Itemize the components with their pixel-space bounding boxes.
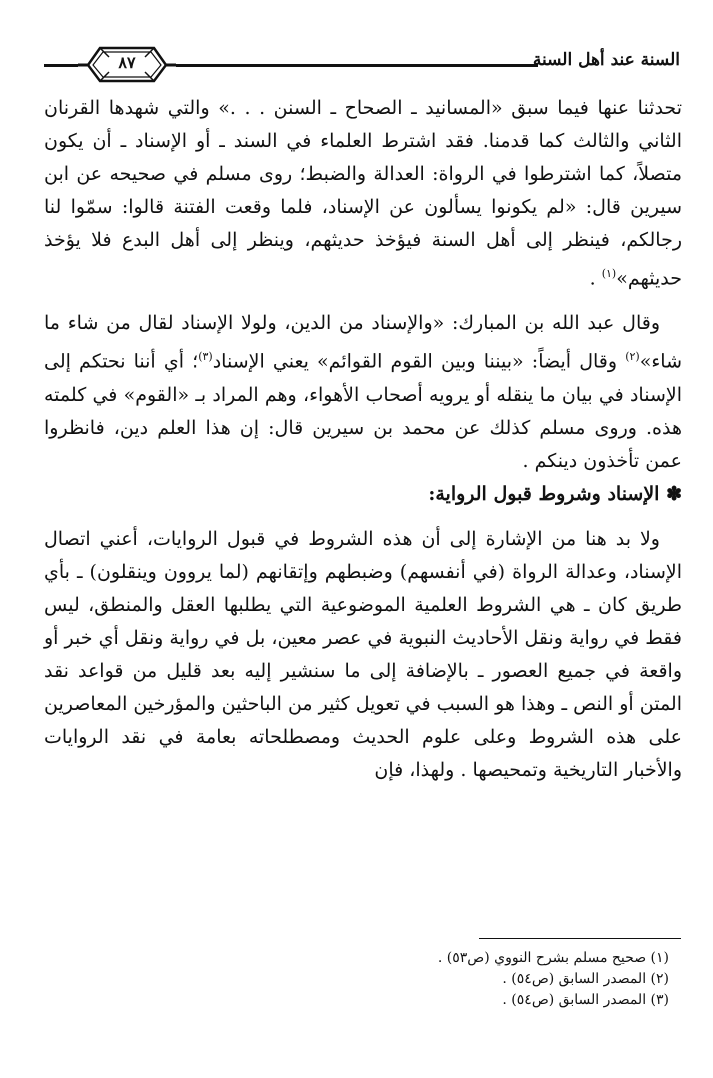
paragraph-text: وقال عبد الله بن المبارك: «والإسناد من الدين، ولولا الإسناد لقال من شاء ما شاء» xyxy=(44,312,682,373)
paragraph xyxy=(44,307,682,477)
paragraph-text: تحدثنا عنها فيما سبق «المسانيد ـ الصحاح ـ السنن . . .» والتي شهدها القرنان الثاني والثالث كما قدمنا. فقد اشترط العلماء في السند ـ أو الإسناد ـ أن يكون متصلاً، كما اشترطوا في الرواة: العدالة والضبط؛ روى مسلم في صحيحه عن ابن سيرين قال: «لم يكونوا يسألون عن الإسناد، فلما وقعت الفتنة قالوا: سمّوا لنا رجالكم، فينظر إلى أهل السنة فيؤخذ حديثهم، وينظر إلى أهل البدع فلا يؤخذ حديثهم» xyxy=(44,97,682,290)
running-header xyxy=(44,44,680,84)
footnote: (٢) المصدر السابق (ص٥٤) . xyxy=(502,971,669,987)
footnotes xyxy=(31,948,669,1011)
footnote: (١) صحيح مسلم بشرح النووي (ص٥٣) . xyxy=(437,950,669,966)
footnote-ref: (١) xyxy=(601,267,617,280)
page-number-badge xyxy=(78,44,176,84)
paragraph: ولا بد هنا من الإشارة إلى أن هذه الشروط في قبول الروايات، أعني اتصال الإسناد، وعدالة الرواة (في أنفسهم) وضبطهم وإتقانهم (لما يروون وينقلون) ـ بأي طريق كان ـ هي الشروط العلمية الموضوعية التي يطلبها العقل والمنطق، ليس فقط في رواية ونقل الأحاديث النبوية في عصر معين، بل في رواية ونقل أي خبر أو واقعة في جميع العصور ـ بالإضافة إلى ما سنشير إليه بعد قليل من قواعد نقد المتن أو النص ـ وهذا هو السبب في تعويل كثير من الباحثين والمؤرخين المعاصرين على هذه الشروط وعلى علوم الحديث ومصطلحاته بعامة في نقد الروايات والأخبار التاريخية وتمحيصها . ولهذا، فإن xyxy=(44,527,683,781)
footnote-ref: (٣) xyxy=(198,350,213,364)
paragraph-text: وقال أيضاً: «بيننا وبين القوم القوائم» يعني الإسناد xyxy=(212,350,626,373)
paragraph-gap xyxy=(44,511,682,523)
paragraph-gap xyxy=(44,295,682,307)
paragraph xyxy=(44,92,682,295)
running-title: السنة عند أهل السنة xyxy=(532,50,680,70)
footnote: (٣) المصدر السابق (ص٥٤) . xyxy=(502,992,669,1008)
header-rule-right xyxy=(176,64,538,67)
section-heading: ✽ الإسناد وشروط قبول الرواية: xyxy=(428,482,682,505)
paragraph-end: . xyxy=(589,267,602,290)
page-number: ٨٧ xyxy=(118,53,136,72)
footnote-divider xyxy=(479,938,681,939)
main-text xyxy=(44,92,682,787)
header-rule-left xyxy=(44,64,78,67)
footnote-ref: (٢) xyxy=(625,350,640,364)
paragraph-text: ؛ أي أننا نحتكم إلى الإسناد في بيان ما ينقله أو يرويه أصحاب الأهواء، وهم المراد بـ «القوم» في كلمته هذه. وروى مسلم كذلك عن محمد بن سيرين قال: إن هذا العلم دين، فانظروا عمن تأخذون دينكم . xyxy=(44,350,682,472)
